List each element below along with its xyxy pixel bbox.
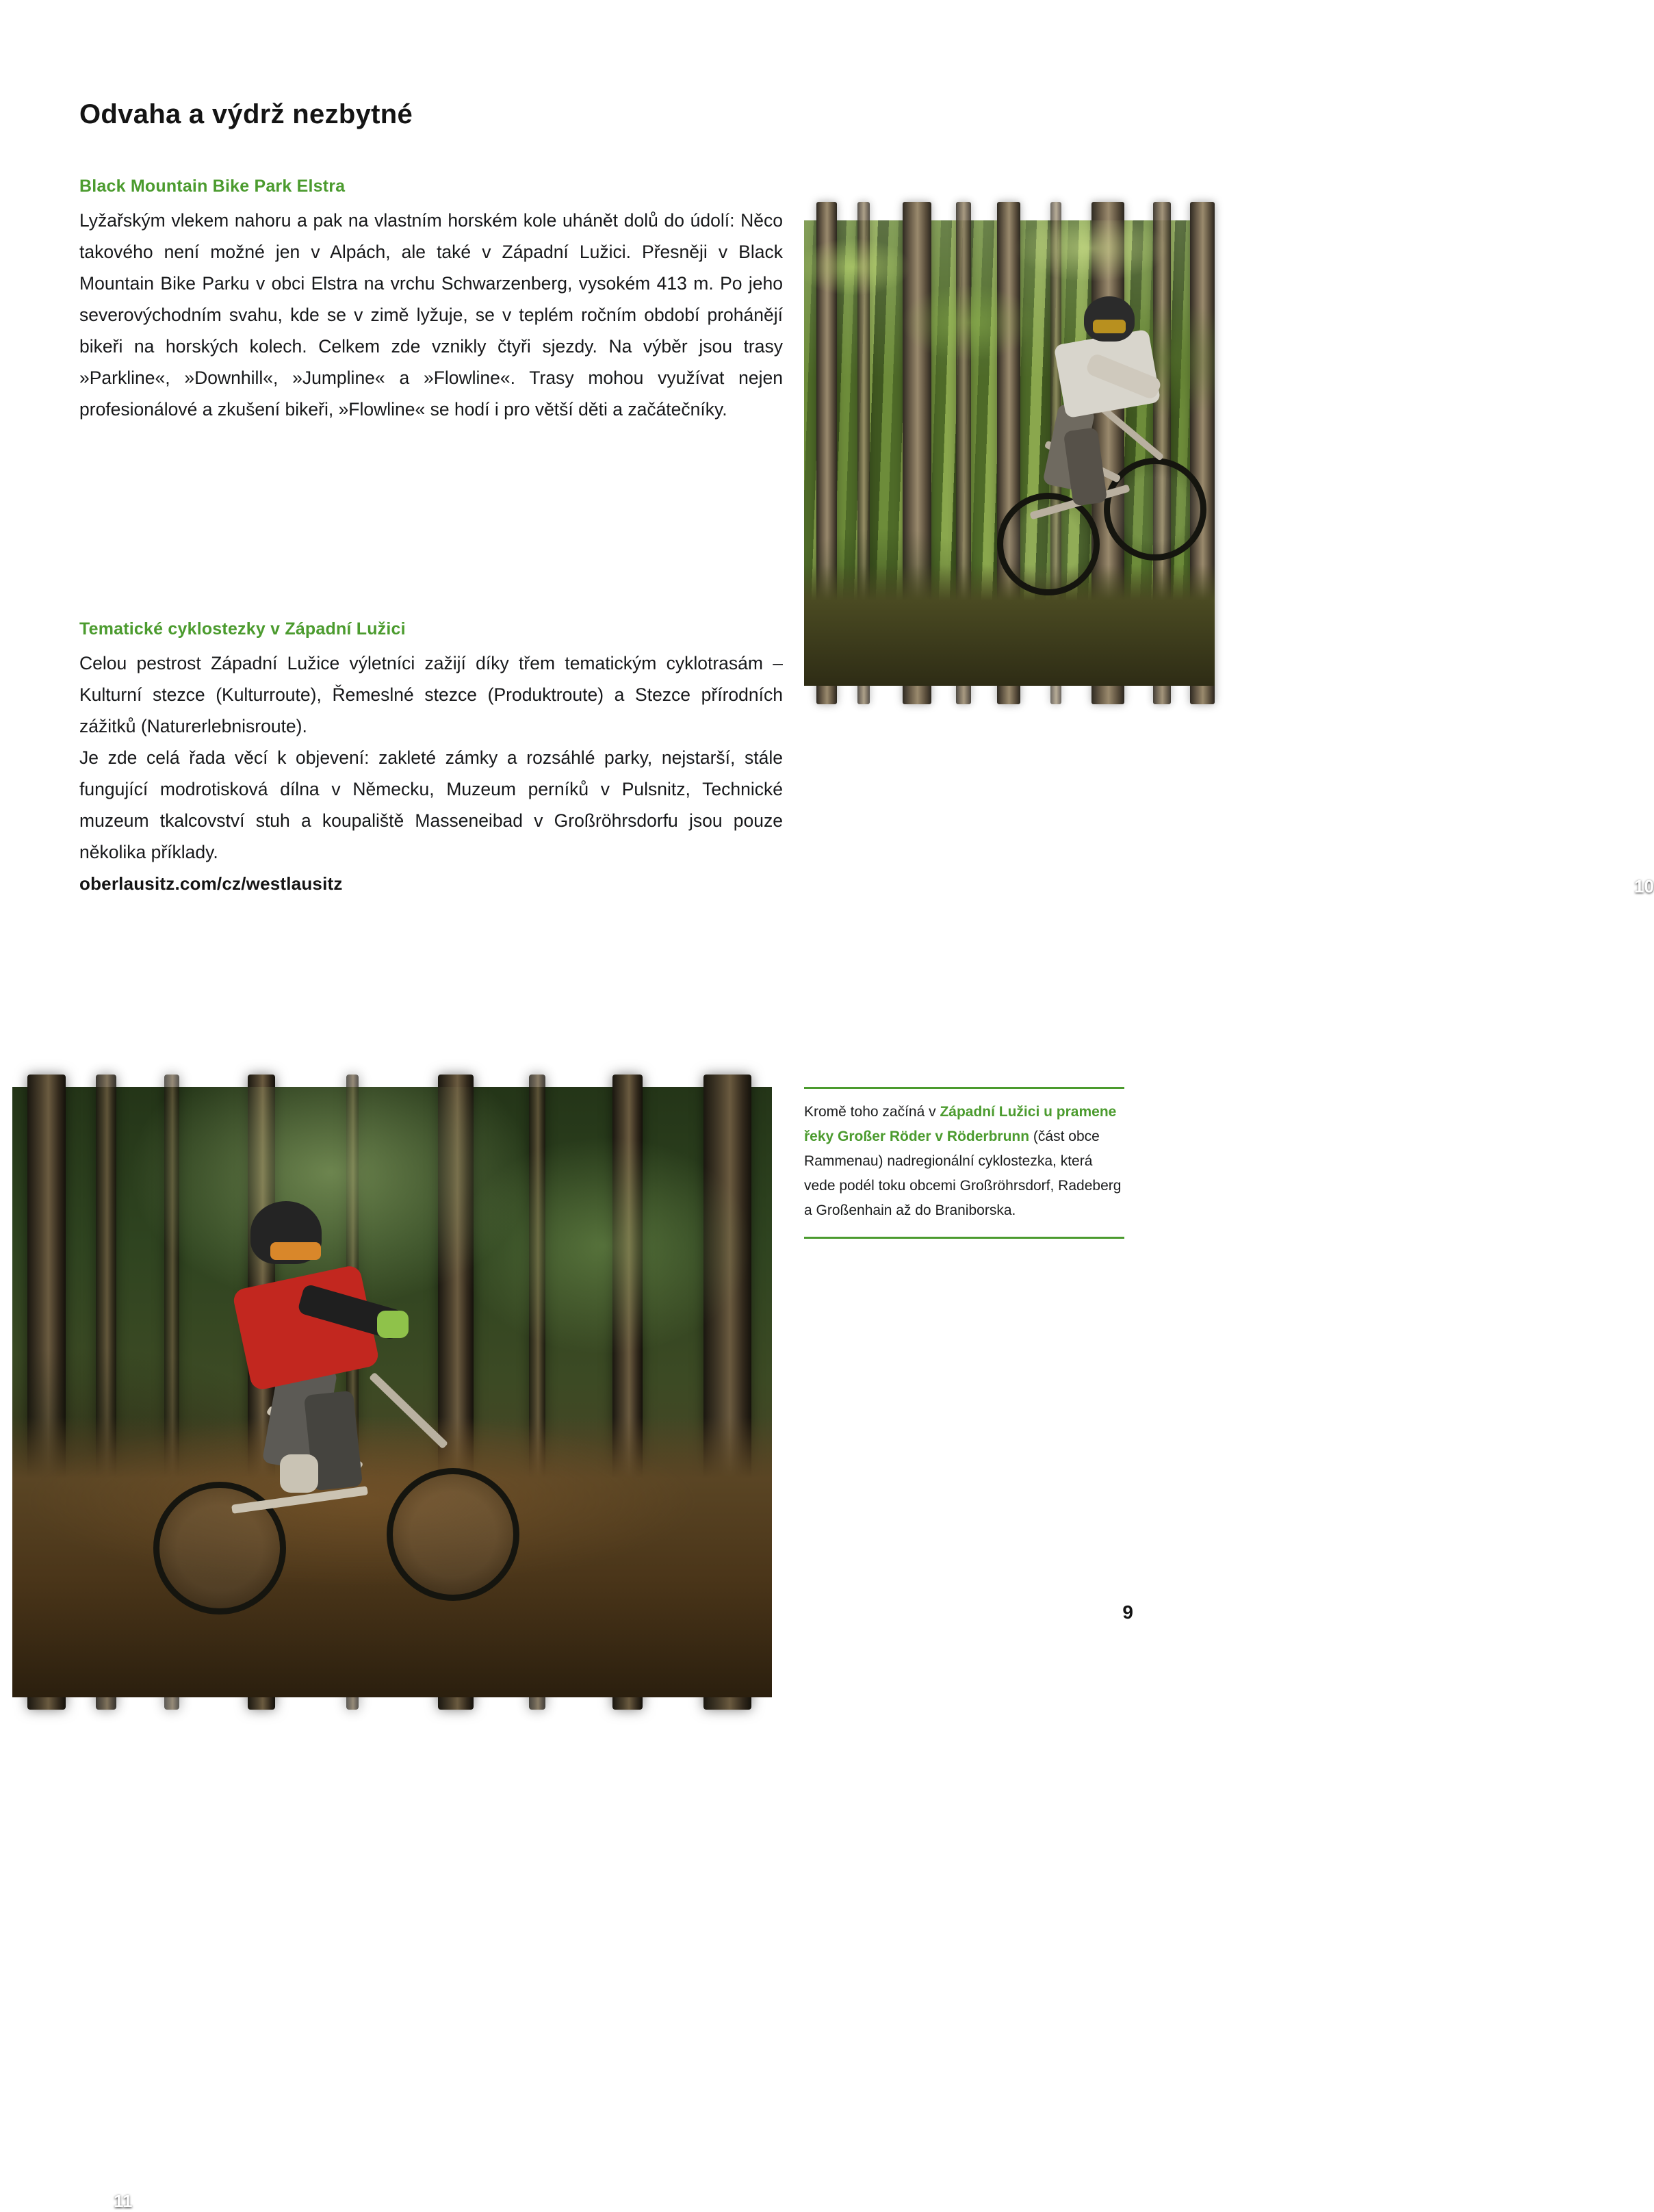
forest-background-top <box>804 220 1215 686</box>
section-black-mountain-bike-park <box>79 177 783 425</box>
note-lead: Kromě toho začíná v <box>804 1104 940 1120</box>
section-subhead-1: Black Mountain Bike Park Elstra <box>79 177 346 196</box>
section-subhead-2: Tematické cyklostezky v Západní Lužici <box>79 619 406 639</box>
forest-background-bottom <box>12 1087 772 1697</box>
note-highlight-3: v Röderbrunn <box>935 1129 1030 1144</box>
note-rule-bottom <box>804 1237 1124 1239</box>
section-1-paragraph-1: Lyžařským vlekem nahoru a pak na vlastním horském kole uhánět dolů do údolí: Něco takového není možné jen v Alpách, ale také v Západní Lužici. Přesněji v Black Mountain Bike Parku v obci Elstra na vrchu Schwarzenberg, vysokém 413 m. Po jeho severovýchodním svahu, kde se v zimě lyžuje, se v teplém ročním období prohánějí bikeři na horských kolech. Celkem zde vznikly čtyři sjezdy. Na výběr jsou trasy »Parkline«, »Downhill«, »Jumpline« a »Flowline«. Trasy mohou využívat nejen profesionálové a zkušení bikeři, »Flowline« se hodí i pro větší děti a začátečníky. <box>79 210 783 420</box>
section-2-paragraph-1: Celou pestrost Západní Lužice výletníci zažijí díky třem tematickým cyklotrasám – Kulturní stezce (Kulturroute), Řemeslné stezce (Produktroute) a Stezce přírodních zážitků (Naturerlebnisroute). <box>79 653 783 736</box>
note-rest: (část obce Rammenau) nadregionální cyklostezka, která vede podél toku obcemi Großröhrsdorf, Radeberg a Großenhain až do Braniborska. <box>804 1129 1122 1218</box>
note-highlight-1: Západní Lužici <box>940 1104 1040 1120</box>
note-body <box>804 1089 1124 1223</box>
section-2-paragraph-2: Je zde celá řada věcí k objevení: zakleté zámky a rozsáhlé parky, nejstarší, stále fungující modrotisková dílna v Německu, Muzeum perníků v Pulsnitz, Technické muzeum tkalcovství stuh a koupaliště Masseneibad v Großröhrsdorfu jsou pouze několika příklady. <box>79 747 783 862</box>
photo-badge-10: 10 <box>1634 876 1654 897</box>
rider-figure-top <box>993 360 1215 649</box>
page-number: 9 <box>1122 1602 1133 1623</box>
photo-mountain-biker-dark-forest <box>12 1087 772 2211</box>
weblink-oberlausitz[interactable]: oberlausitz.com/cz/westlausitz <box>79 873 343 894</box>
rider-figure-bottom <box>134 1331 620 1673</box>
side-note <box>804 1087 1124 1239</box>
note-highlight-2: u pramene řeky Großer Röder <box>804 1104 1117 1144</box>
photo-badge-11: 11 <box>114 2191 133 2211</box>
page-title: Odvaha a výdrž nezbytné <box>79 99 413 129</box>
photo-mountain-biker-sunny-forest <box>804 220 1654 897</box>
section-thematic-cycle-routes <box>79 619 783 895</box>
